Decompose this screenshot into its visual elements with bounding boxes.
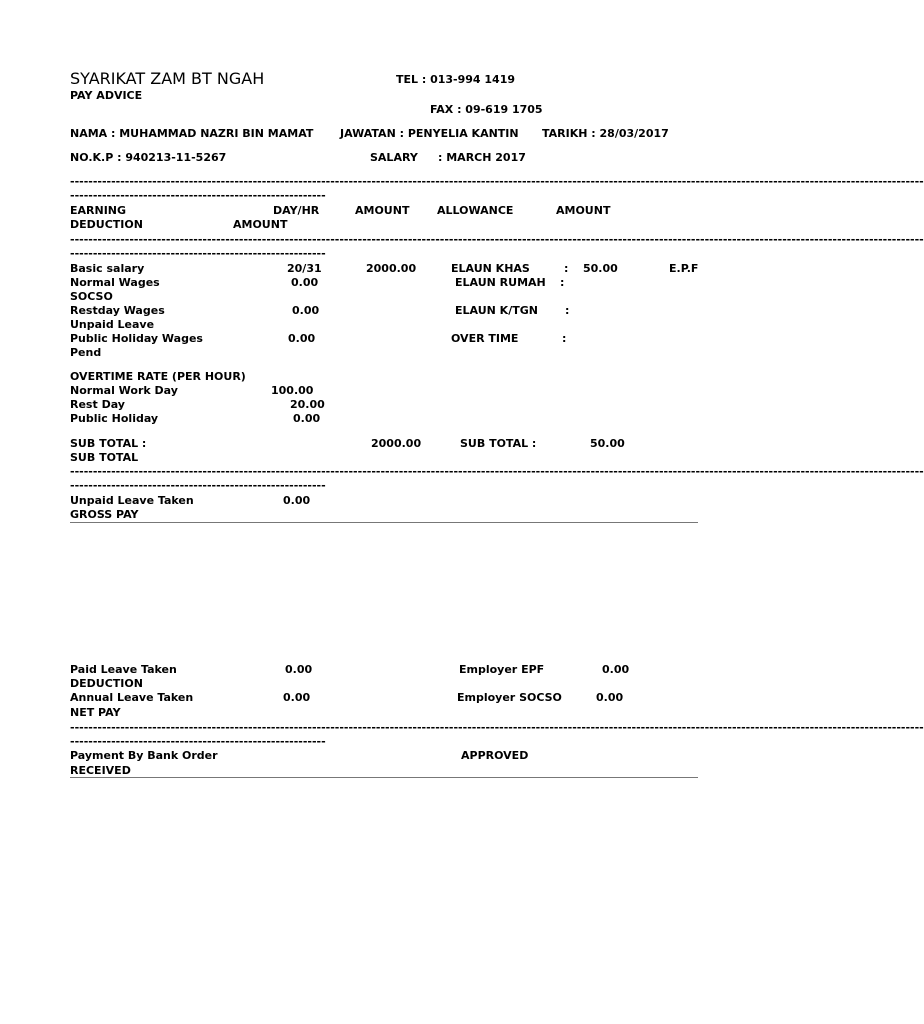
public-holiday-value: 0.00: [293, 412, 321, 425]
annual-leave-taken-value: 0.00: [283, 691, 311, 704]
paid-leave-taken-label: Paid Leave Taken: [70, 663, 177, 676]
basic-salary-amount: 2000.00: [366, 262, 417, 275]
socso-label: SOCSO: [70, 290, 113, 303]
separator-line: -------------------------------------------------------------------------------------------------------------------------------------------------------------------------------------------: [70, 233, 924, 246]
payment-method: Payment By Bank Order: [70, 749, 218, 762]
normal-wages-label: Normal Wages: [70, 276, 160, 289]
epf-label: E.P.F: [669, 262, 699, 275]
employer-socso-value: 0.00: [596, 691, 624, 704]
normal-wages-value: 0.00: [291, 276, 319, 289]
employee-position: JAWATAN : PENYELIA KANTIN: [340, 127, 519, 140]
normal-work-day-label: Normal Work Day: [70, 384, 178, 397]
gross-pay-label: GROSS PAY: [70, 508, 139, 521]
subtotal-allowance-label: SUB TOTAL :: [460, 437, 537, 450]
restday-wages-value: 0.00: [292, 304, 320, 317]
elaun-khas-value: 50.00: [583, 262, 618, 275]
restday-wages-label: Restday Wages: [70, 304, 165, 317]
separator-line: -------------------------------------------------------------------------------------------------------------------------------------------------------------------------------------------: [70, 175, 924, 188]
overtime-label: OVER TIME: [451, 332, 519, 345]
elaun-rumah-colon: :: [560, 276, 565, 289]
separator-line: --------------------------------------------------------: [70, 735, 326, 748]
divider: [70, 777, 698, 778]
rest-day-label: Rest Day: [70, 398, 125, 411]
company-name: SYARIKAT ZAM BT NGAH: [70, 69, 265, 88]
employee-ic: NO.K.P : 940213-11-5267: [70, 151, 227, 164]
pend-label: Pend: [70, 346, 102, 359]
separator-line: -------------------------------------------------------------------------------------------------------------------------------------------------------------------------------------------: [70, 465, 924, 478]
deduction-total-label: DEDUCTION: [70, 677, 143, 690]
approved-label: APPROVED: [461, 749, 529, 762]
employer-socso-label: Employer SOCSO: [457, 691, 562, 704]
subtotal-allowance-value: 50.00: [590, 437, 625, 450]
separator-line: --------------------------------------------------------: [70, 247, 326, 260]
allowance-amount-header: AMOUNT: [556, 204, 611, 217]
normal-work-day-value: 100.00: [271, 384, 314, 397]
allowance-header: ALLOWANCE: [437, 204, 514, 217]
separator-line: --------------------------------------------------------: [70, 189, 326, 202]
employer-epf-value: 0.00: [602, 663, 630, 676]
elaun-ktgn-colon: :: [565, 304, 570, 317]
subtotal-deduction-label: SUB TOTAL: [70, 451, 139, 464]
pay-date: TARIKH : 28/03/2017: [542, 127, 669, 140]
unpaid-leave-label: Unpaid Leave: [70, 318, 155, 331]
elaun-khas-label: ELAUN KHAS: [451, 262, 530, 275]
elaun-ktgn-label: ELAUN K/TGN: [455, 304, 538, 317]
rest-day-value: 20.00: [290, 398, 325, 411]
subtotal-earning-label: SUB TOTAL :: [70, 437, 147, 450]
unpaid-leave-taken-value: 0.00: [283, 494, 311, 507]
separator-line: -------------------------------------------------------------------------------------------------------------------------------------------------------------------------------------------: [70, 721, 924, 734]
dayhr-header: DAY/HR: [273, 204, 320, 217]
separator-line: --------------------------------------------------------: [70, 479, 326, 492]
employee-name: NAMA : MUHAMMAD NAZRI BIN MAMAT: [70, 127, 314, 140]
unpaid-leave-taken-label: Unpaid Leave Taken: [70, 494, 194, 507]
employer-epf-label: Employer EPF: [459, 663, 545, 676]
basic-salary-label: Basic salary: [70, 262, 145, 275]
salary-label: SALARY: [370, 151, 418, 164]
company-tel: TEL : 013-994 1419: [396, 73, 516, 86]
deduction-amount-header: AMOUNT: [233, 218, 288, 231]
divider: [70, 522, 698, 523]
earning-header: EARNING: [70, 204, 127, 217]
received-label: RECEIVED: [70, 764, 131, 777]
overtime-colon: :: [562, 332, 567, 345]
public-holiday-wages-value: 0.00: [288, 332, 316, 345]
salary-month: : MARCH 2017: [438, 151, 526, 164]
subtotal-earning-value: 2000.00: [371, 437, 422, 450]
public-holiday-label: Public Holiday: [70, 412, 159, 425]
paid-leave-taken-value: 0.00: [285, 663, 313, 676]
document-type: PAY ADVICE: [70, 89, 143, 102]
elaun-rumah-label: ELAUN RUMAH: [455, 276, 546, 289]
annual-leave-taken-label: Annual Leave Taken: [70, 691, 194, 704]
elaun-khas-colon: :: [564, 262, 569, 275]
overtime-rate-title: OVERTIME RATE (PER HOUR): [70, 370, 246, 383]
company-fax: FAX : 09-619 1705: [430, 103, 543, 116]
deduction-header: DEDUCTION: [70, 218, 143, 231]
net-pay-label: NET PAY: [70, 706, 121, 719]
basic-salary-dayhr: 20/31: [287, 262, 322, 275]
public-holiday-wages-label: Public Holiday Wages: [70, 332, 203, 345]
amount-header: AMOUNT: [355, 204, 410, 217]
